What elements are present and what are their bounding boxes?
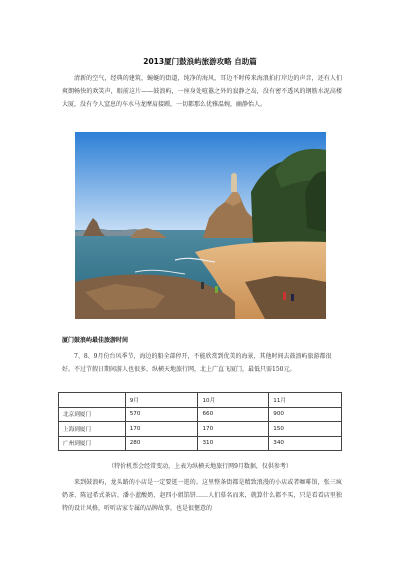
table-cell: 170 (125, 422, 198, 437)
table-cell (59, 393, 126, 408)
intro-paragraph: 清新的空气，经典的建筑，蜿蜒的街道，纯净的海风，耳边不时传来海浪拍打岸边的声音，还有人们爽朗畅快的欢笑声，眼前这片——鼓浪屿，一座身处喧嚣之外的寂静之岛，没有密不透风的钢筋水泥高楼大厦，没有令人窒息的车水马龙摩肩接踵，一切都那么优雅温婉，幽静怡人。 (62, 75, 342, 108)
gulangyu-photo (75, 132, 326, 319)
table-cell: 660 (198, 407, 269, 422)
table-cell: 570 (125, 407, 198, 422)
bottom-paragraph: 来到鼓浪屿，龙头路的小店是一定要逛一逛的。这里整条街都是精致浪漫的小店或者咖啡馆，张三疯奶茶、陈冠希式茶店、潘小蓝酸奶、赵四小姐馅饼……人们慕名而来，就算什么都不买，只是看看店里独特的设计风格，听听店家专属的品牌故事，也是很惬意的 (62, 479, 342, 512)
table-header-row (59, 393, 342, 408)
gulangyu-photo-art (75, 132, 326, 319)
table-cell: 900 (269, 407, 342, 422)
best-time-heading: 厦门鼓浪屿最佳旅游时间 (62, 337, 129, 344)
table-cell: 9月 (125, 393, 198, 408)
fare-table (58, 392, 342, 451)
table-cell: 310 (198, 436, 269, 451)
table-cell: 11月 (269, 393, 342, 408)
table-cell: 10月 (198, 393, 269, 408)
table-cell: 广州到厦门 (59, 436, 126, 451)
table-cell: 170 (198, 422, 269, 437)
table-cell: 340 (269, 436, 342, 451)
fare-note: （特价机票会经常变动，上表为纵横天地旅行网9月数据，仅供参考） (108, 463, 292, 470)
table-row (59, 422, 342, 437)
table-row (59, 436, 342, 451)
table-cell: 上海到厦门 (59, 422, 126, 437)
season-paragraph: 7、8、9月份台风季节，海边的船全部停开，不能欣赏到优美的海景，其他时间去鼓浪屿旅游都很好。不过节假日期间游人也很多，纵横天地旅行网，北上广直飞厦门，最低只需150元。 (62, 353, 332, 373)
table-cell: 280 (125, 436, 198, 451)
document-title: 2013厦门鼓浪屿旅游攻略 自助篇 (143, 57, 257, 66)
table-row (59, 407, 342, 422)
table-cell: 北京到厦门 (59, 407, 126, 422)
table-cell: 150 (269, 422, 342, 437)
